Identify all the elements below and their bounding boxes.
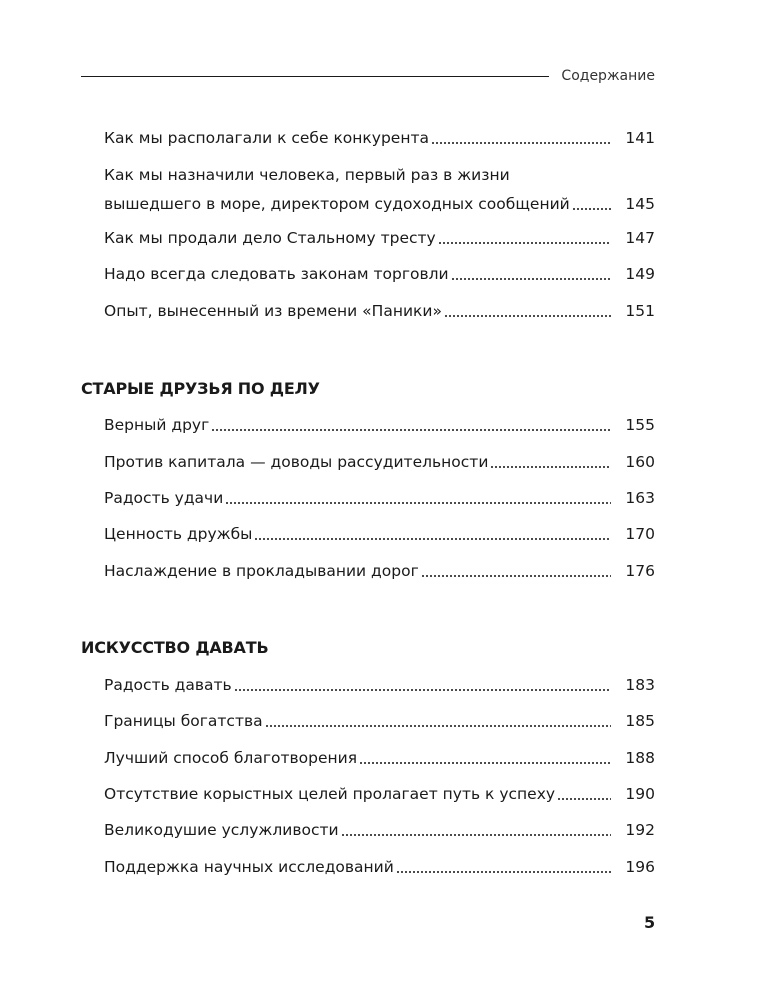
toc-entry-page: 147 [625,229,655,247]
toc-leader-dots [341,822,611,838]
toc-leader-dots [359,750,611,766]
toc-leader-dots [421,563,611,579]
toc-entry-title: Поддержка научных исследований [104,858,394,876]
toc-entry-page: 192 [625,821,655,839]
toc-leader-dots [431,130,611,146]
toc-leader-dots [490,454,611,470]
toc-entry-title: Опыт, вынесенный из времени «Паники» [104,302,442,320]
toc-leader-dots [225,490,611,506]
toc-entry [104,818,655,843]
toc-entry [104,709,655,734]
toc-entry-page: 176 [625,562,655,580]
toc-entry-title: Как мы располагали к себе конкурента [104,129,430,147]
toc-entry [104,673,655,698]
toc-entry [104,413,655,438]
toc-entry-title: Против капитала — доводы рассудительности [104,453,489,471]
toc-entry [104,855,655,880]
section-title: ИСКУССТВО ДАВАТЬ [81,638,269,657]
toc-entry-title: Верный друг [104,416,210,434]
toc-entry [104,299,655,324]
toc-entry-page: 149 [625,265,655,283]
toc-leader-dots [438,230,611,246]
toc-entry-page: 185 [625,712,655,730]
toc-entry-title: Отсутствие корыстных целей пролагает путь к успеху [104,785,556,803]
toc-leader-dots [254,526,611,542]
toc-entry-title: Ценность дружбы [104,525,253,543]
toc-entry-page: 170 [625,525,655,543]
toc-leader-dots [211,417,611,433]
toc-leader-dots [265,713,611,729]
toc-entry-title: Наслаждение в прокладывании дорог [104,562,419,580]
toc-entry [104,782,655,807]
toc-entry [104,486,655,511]
toc-entry-title: Радость удачи [104,489,224,507]
toc-entry [104,559,655,584]
toc-entry-page: 183 [625,676,655,694]
toc-entry-title-line2: вышедшего в море, директором судоходных сообщений [104,195,570,213]
toc-entry-page: 188 [625,749,655,767]
toc-entry [104,126,655,151]
toc-leader-dots [451,266,611,282]
toc-entry [104,226,655,251]
toc-entry-page: 151 [625,302,655,320]
toc-leader-dots [557,786,611,802]
toc-entry-title: Как мы продали дело Стальному тресту [104,229,436,247]
toc-leader-dots [396,859,611,875]
section-title: СТАРЫЕ ДРУЗЬЯ ПО ДЕЛУ [81,379,320,398]
toc-entry-title-line1: Как мы назначили человека, первый раз в жизни [104,166,510,184]
toc-entry [104,262,655,287]
toc-entry-page: 190 [625,785,655,803]
header-rule [81,76,549,77]
toc-leader-dots [234,677,611,693]
toc-entry [104,746,655,771]
toc-entry-title: Лучший способ благотворения [104,749,358,767]
toc-entry [104,163,655,217]
running-header-title: Содержание [561,68,655,84]
toc-entry [104,450,655,475]
running-header [81,66,655,86]
toc-leader-dots [444,303,611,319]
page-number: 5 [644,913,656,932]
toc-entry-title: Надо всегда следовать законам торговли [104,265,449,283]
toc-entry-page: 141 [625,129,655,147]
toc-entry-page: 196 [625,858,655,876]
toc-entry-title: Границы богатства [104,712,263,730]
toc-entry-page: 155 [625,416,655,434]
toc-entry-page: 160 [625,453,655,471]
toc-entry-title: Великодушие услужливости [104,821,339,839]
toc-entry-title: Радость давать [104,676,232,694]
toc-entry-page: 145 [625,195,655,213]
toc-entry [104,522,655,547]
toc-leader-dots [572,196,611,212]
toc-entry-page: 163 [625,489,655,507]
